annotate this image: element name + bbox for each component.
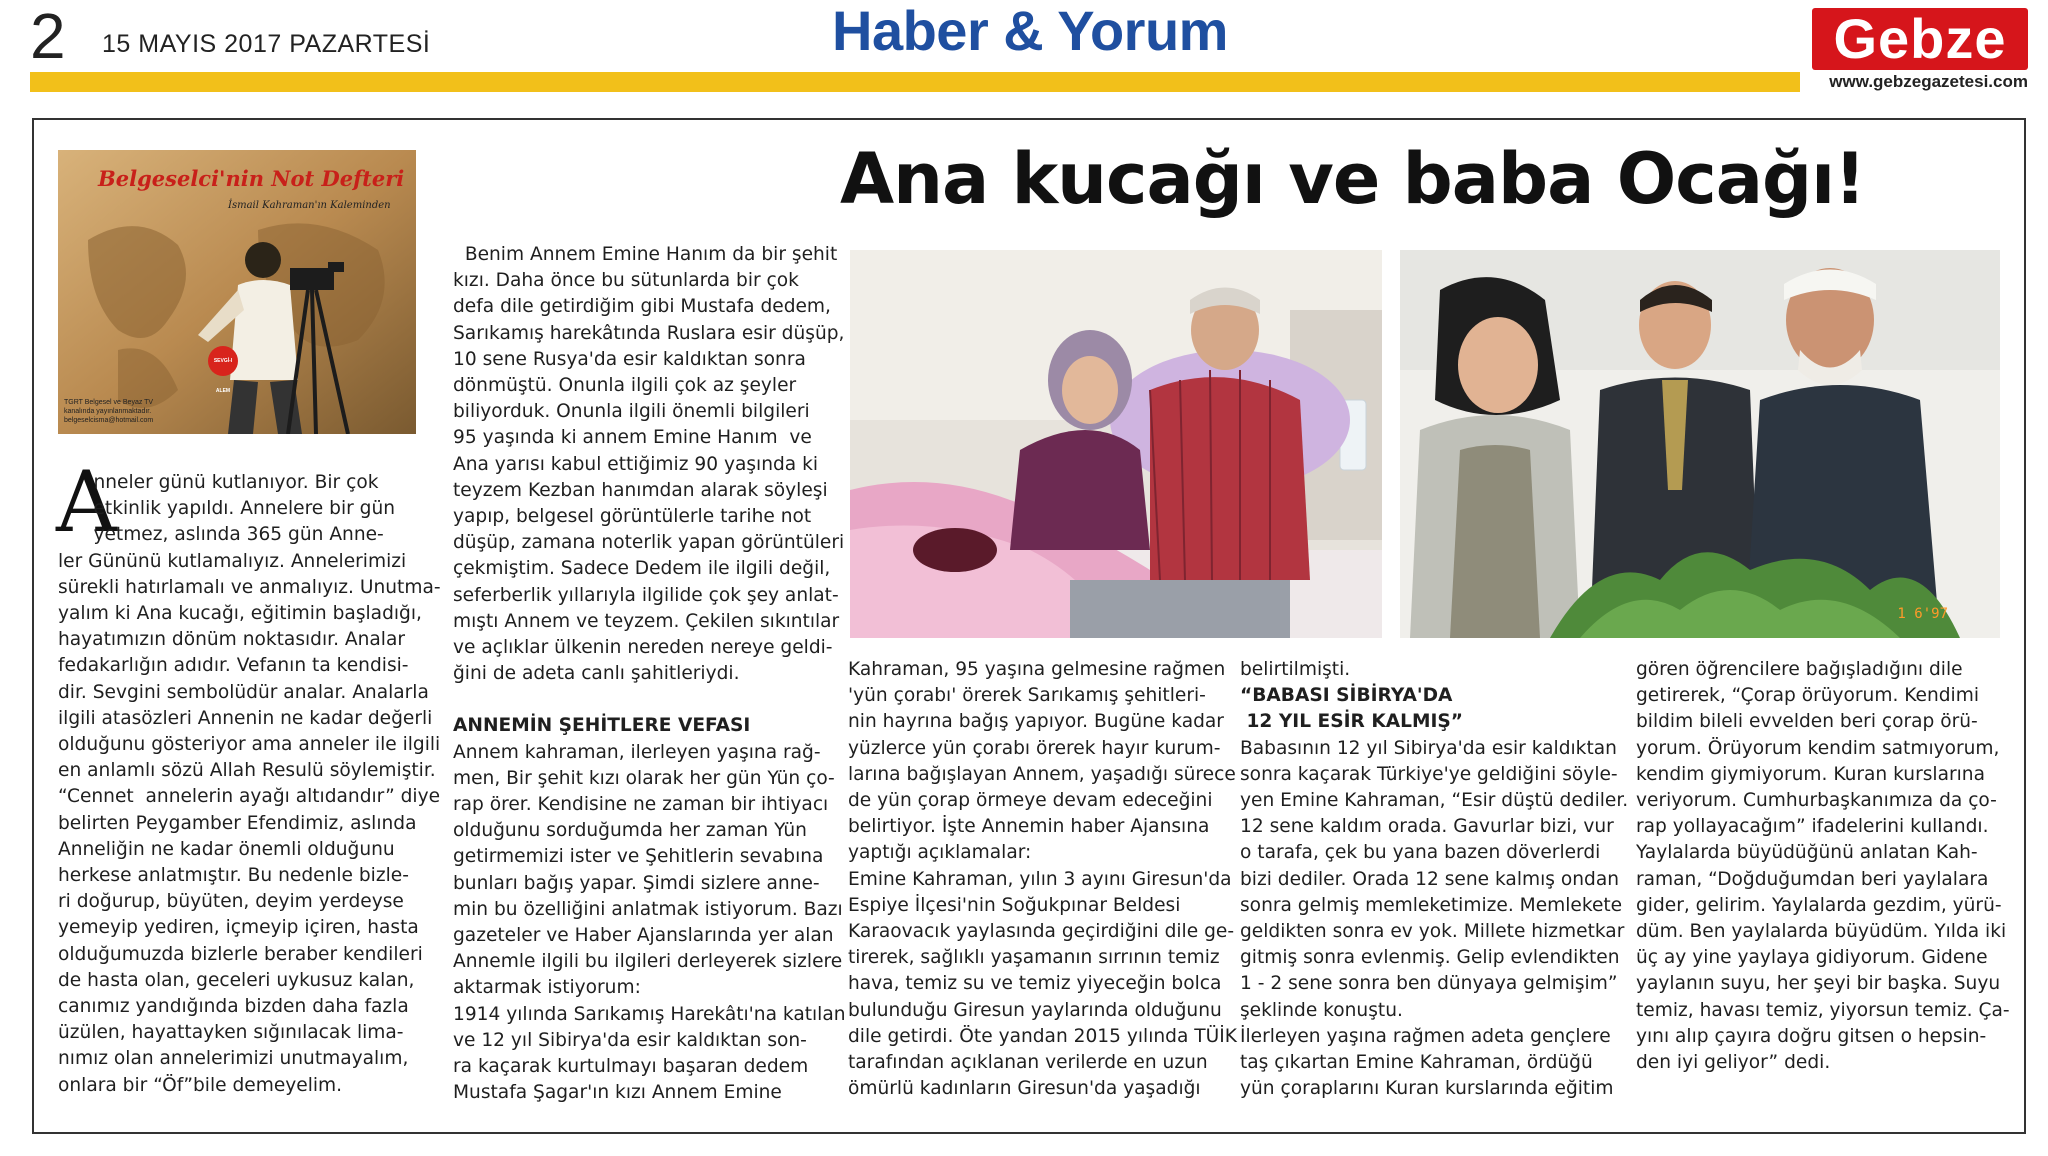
article-line: teyzem Kezban hanımdan alarak söyleşi [453, 479, 828, 501]
article-line: hayatımızın dönüm noktasıdır. Analar [58, 629, 405, 651]
article-subhead: ANNEMİN ŞEHİTLERE VEFASI [453, 715, 751, 737]
article-line: onlara bir “Öf”bile demeyelim. [58, 1074, 343, 1096]
page-number: 2 [30, 0, 66, 72]
article-line: kendim giymiyorum. Kuran kurslarına [1636, 763, 1985, 785]
article-line: en anlamlı sözü Allah Resulü söylemiştir. [58, 760, 436, 782]
article-line: fedakarlığın adıdır. Vefanın ta kendisi- [58, 655, 409, 677]
photo-family-portrait-icon [1400, 250, 2000, 638]
article-line: veriyorum. Cumhurbaşkanımıza da ço- [1636, 790, 1997, 812]
article-line: Anneliğin ne kadar önemli olduğunu [58, 838, 395, 860]
article-line: hava, temiz su ve temiz yiyeceğin bolca [848, 973, 1222, 995]
article-line: geldikten sonra ev yok. Millete hizmetkar [1240, 921, 1625, 943]
column-author: İsmail Kahraman'ın Kaleminden [228, 200, 391, 211]
article-line: raman, “Doğduğumdan beri yaylalara [1636, 868, 1989, 890]
article-line: ra kaçarak kurtulmayı başaran dedem [453, 1056, 809, 1078]
article-line: 1914 yılında Sarıkamış Harekâtı'na katılan [453, 1003, 846, 1025]
article-line: dir. Sevgini sembolüdür analar. Analarla [58, 681, 429, 703]
column-banner-image [58, 150, 416, 434]
article-line: Benim Annem Emine Hanım da bir şehit [453, 244, 838, 265]
article-line: Annemle ilgili bu ilgileri derleyerek sizlere [453, 951, 843, 973]
article-line: çekmiştim. Sadece Dedem ile ilgili değil, [453, 558, 831, 580]
article-line: ilgili atasözleri Annenin ne kadar değerli [58, 707, 433, 729]
column-title: Belgeselci'nin Not Defteri [98, 166, 405, 191]
article-line: yını alıp çayıra doğru gitsen o hepsin- [1636, 1025, 1987, 1047]
article-line: düşüp, zamana noterlik yapan görüntüleri [453, 532, 845, 554]
article-line: bizi dediler. Orada 12 sene kalmış ondan [1240, 868, 1620, 890]
article-line: ler Gününü kutlamalıyız. Annelerimizi [58, 550, 407, 572]
article-line: aktarmak istiyorum: [453, 977, 641, 999]
section-title: Haber & Yorum [832, 0, 1228, 62]
issue-date: 15 MAYIS 2017 PAZARTESİ [102, 30, 431, 58]
article-line: yün çoraplarını Kuran kurslarında eğitim [1240, 1078, 1614, 1100]
article-line: ri doğurup, büyüten, deyim yerdeyse [58, 891, 404, 913]
paragraph-spacer [453, 687, 833, 713]
article-column-4 [1240, 657, 1629, 1102]
article-line: Ana yarısı kabul ettiğimiz 90 yaşında ki [453, 453, 819, 475]
article-line: gider, gelirim. Yaylalarda gezdim, yürü- [1636, 894, 2002, 916]
column-badge: SEVGİ-I ALEM [208, 346, 238, 376]
article-column-1 [58, 470, 441, 1099]
column-caption-line: TGRT Belgesel ve Beyaz TV [64, 399, 154, 406]
article-line: etkinlik yapıldı. Annelere bir gün [58, 498, 396, 520]
article-line: sonra kaçarak Türkiye'ye geldiğini söyle- [1240, 763, 1618, 785]
article-line: Mustafa Şagar'ın kızı Annem Emine [453, 1082, 782, 1104]
article-line: yemeyip yediren, içmeyip içiren, hasta [58, 917, 419, 939]
article-line: “Cennet annelerin ayağı altıdandır” diye [58, 786, 441, 808]
article-line: herkese anlatmıştır. Bu nedenle bizle- [58, 865, 409, 887]
article-line: sürekli hatırlamalı ve anmalıyız. Unutma- [58, 576, 441, 598]
column-caption-line: belgeselcisma@hotmail.com [64, 417, 154, 425]
article-line: yaylanın suyu, her şeyi bir başka. Suyu [1636, 973, 2001, 995]
banner-illustration [58, 150, 416, 434]
article-line: şeklinde konuştu. [1240, 999, 1403, 1021]
website-url[interactable]: www.gebzegazetesi.com [1829, 72, 2028, 91]
article-line: Kahraman, 95 yaşına gelmesine rağmen [848, 659, 1226, 680]
article-subhead: 12 YIL ESİR KALMIŞ” [1240, 711, 1464, 733]
article-line: yüzlerce yün çorabı örerek hayır kurum- [848, 737, 1221, 759]
article-line: kızı. Daha önce bu sütunlarda bir çok [453, 270, 799, 292]
masthead-accent-bar [30, 72, 1800, 92]
article-line: ömürlü kadınların Giresun'da yaşadığı [848, 1078, 1201, 1100]
article-line: üç ay yine yaylaya gidiyorum. Gidene [1636, 947, 1988, 969]
article-column-2 [453, 242, 846, 1107]
article-line: 95 yaşında ki annem Emine Hanım ve [453, 427, 812, 449]
article-line: rap örer. Kendisine ne zaman bir ihtiyacı [453, 794, 829, 816]
article-line: getirerek, “Çorap örüyorum. Kendimi [1636, 685, 1980, 707]
article-line: Karaovacık yaylasında geçirdiğini dile ge- [848, 921, 1235, 943]
article-line: de hasta olan, geceleri uykusuz kalan, [58, 969, 415, 991]
article-line: o tarafa, çek bu yana bazen döverlerdi [1240, 842, 1601, 864]
article-line: 12 sene kaldım orada. Gavurlar bizi, vur [1240, 816, 1614, 838]
article-line: sonra gelmiş memleketimize. Memlekete [1240, 894, 1623, 916]
photo-date-stamp: 1 6'97 [1897, 606, 1948, 622]
article-line: yorum. Örüyorum kendim satmıyorum, [1636, 737, 2000, 759]
article-line: yetmez, aslında 365 gün Anne- [58, 524, 384, 546]
article-line: ve açlıklar ülkenin nereden nereye geldi- [453, 637, 833, 659]
article-line: bulunduğu Giresun yaylarında olduğunu [848, 999, 1222, 1021]
article-column-3 [848, 657, 1237, 1102]
article-line: gören öğrencilere bağışladığını dile [1636, 659, 1963, 680]
article-line: min bu özelliğini anlatmak istiyorum. Bazı [453, 898, 843, 920]
article-subhead: “BABASI SİBİRYA'DA [1240, 685, 1453, 707]
article-line: Emine Kahraman, yılın 3 ayını Giresun'da [848, 868, 1232, 890]
article-line: gazeteler ve Haber Ajanslarında yer alan [453, 925, 834, 947]
article-line: seferberlik yıllarıyla ilgilide çok şey anlat- [453, 584, 839, 606]
article-line: olduğumuzda bizlerle beraber kendileri [58, 943, 423, 965]
article-line: larına bağışlayan Annem, yaşadığı sürece [848, 763, 1236, 785]
article-line: olduğunu sorduğumda her zaman Yün [453, 820, 807, 842]
article-line: temiz, havası temiz, yiyorsun temiz. Ça- [1636, 999, 2010, 1021]
article-line: yen Emine Kahraman, “Esir düştü dediler. [1240, 790, 1629, 812]
photo-mother-and-son-icon [850, 250, 1382, 638]
article-line: gitmiş sonra evlenmiş. Gelip evlendikten [1240, 947, 1620, 969]
article-line: canımız yandığında bizden daha fazla [58, 996, 409, 1018]
article-line: yalım ki Ana kucağı, eğitimin başladığı, [58, 603, 422, 625]
article-line: İlerleyen yaşına rağmen adeta gençlere [1240, 1025, 1611, 1047]
drop-cap: A [56, 453, 117, 551]
article-line: nneler günü kutlanıyor. Bir çok [58, 472, 379, 493]
article-line: dile getirdi. Öte yandan 2015 yılında TÜİK [848, 1025, 1237, 1047]
article-line: den iyi geliyor” dedi. [1636, 1052, 1831, 1074]
article-line: yapıp, belgesel görüntülerle tarihe not [453, 506, 812, 528]
column-caption [64, 398, 244, 425]
article-line: Annem kahraman, ilerleyen yaşına rağ- [453, 741, 821, 763]
article-line: belirtilmişti. [1240, 659, 1351, 680]
article-line: Espiye İlçesi'nin Soğukpınar Beldesi [848, 894, 1181, 916]
newspaper-logo[interactable]: Gebze [1812, 8, 2028, 70]
article-line: mıştı Annem ve teyzem. Çekilen sıkıntılar [453, 610, 840, 632]
article-line: Babasının 12 yıl Sibirya'da esir kaldıktan [1240, 737, 1617, 759]
article-line: ğini de adeta canlı şahitleriydi. [453, 663, 740, 685]
article-line: taş çıkartan Emine Kahraman, ördüğü [1240, 1052, 1593, 1074]
column-caption-line: kanalında yayınlanmaktadır. [64, 408, 152, 416]
article-line: belirtiyor. İşte Annemin haber Ajansına [848, 816, 1210, 838]
article-line: nin hayrına bağış yapıyor. Bugüne kadar [848, 711, 1224, 733]
article-line: biliyorduk. Onunla ilgili önemli bilgileri [453, 401, 810, 423]
article-line: men, Bir şehit kızı olarak her gün Yün ço- [453, 767, 835, 789]
article-line: belirten Peygamber Efendimiz, aslında [58, 812, 417, 834]
article-line: düm. Ben yaylalarda büyüdüm. Yılda iki [1636, 921, 2007, 943]
article-line: yaptığı açıklamalar: [848, 842, 1032, 864]
article-line: olduğunu gösteriyor ama anneler ile ilgili [58, 734, 441, 756]
article-line: ve 12 yıl Sibirya'da esir kaldıktan son- [453, 1029, 807, 1051]
article-line: Yaylalarda büyüdüğünü anlatan Kah- [1636, 842, 1978, 864]
article-line: 'yün çorabı' örerek Sarıkamış şehitleri- [848, 685, 1206, 707]
article-line: defa dile getirdiğim gibi Mustafa dedem, [453, 296, 831, 318]
article-headline: Ana kucağı ve baba Ocağı! [840, 138, 1865, 220]
article-line: bildim bileli evvelden beri çorap örü- [1636, 711, 1978, 733]
article-line: bunları bağış yapar. Şimdi sizlere anne- [453, 872, 820, 894]
article-line: tirerek, sağlıklı yaşamanın sırrının temiz [848, 947, 1220, 969]
article-line: rap yollayacağım” ifadelerini kullandı. [1636, 816, 1989, 838]
article-line: de yün çorap örmeye devam edeceğini [848, 790, 1213, 812]
article-line: 1 - 2 sene sonra ben dünyaya gelmişim” [1240, 973, 1618, 995]
article-line: üzülen, hayattayken sığınılacak lima- [58, 1022, 404, 1044]
article-line: Sarıkamış harekâtında Ruslara esir düşüp, [453, 322, 845, 344]
article-column-5 [1636, 657, 2026, 1076]
article-line: getirmemizi ister ve Şehitlerin sevabına [453, 846, 824, 868]
article-line: tarafından açıklanan verilerde en uzun [848, 1052, 1208, 1074]
article-line: 10 sene Rusya'da esir kaldıktan sonra [453, 348, 806, 370]
article-line: dönmüştü. Onunla ilgili çok az şeyler [453, 375, 797, 397]
article-line: nımız olan annelerimizi unutmayalım, [58, 1048, 409, 1070]
